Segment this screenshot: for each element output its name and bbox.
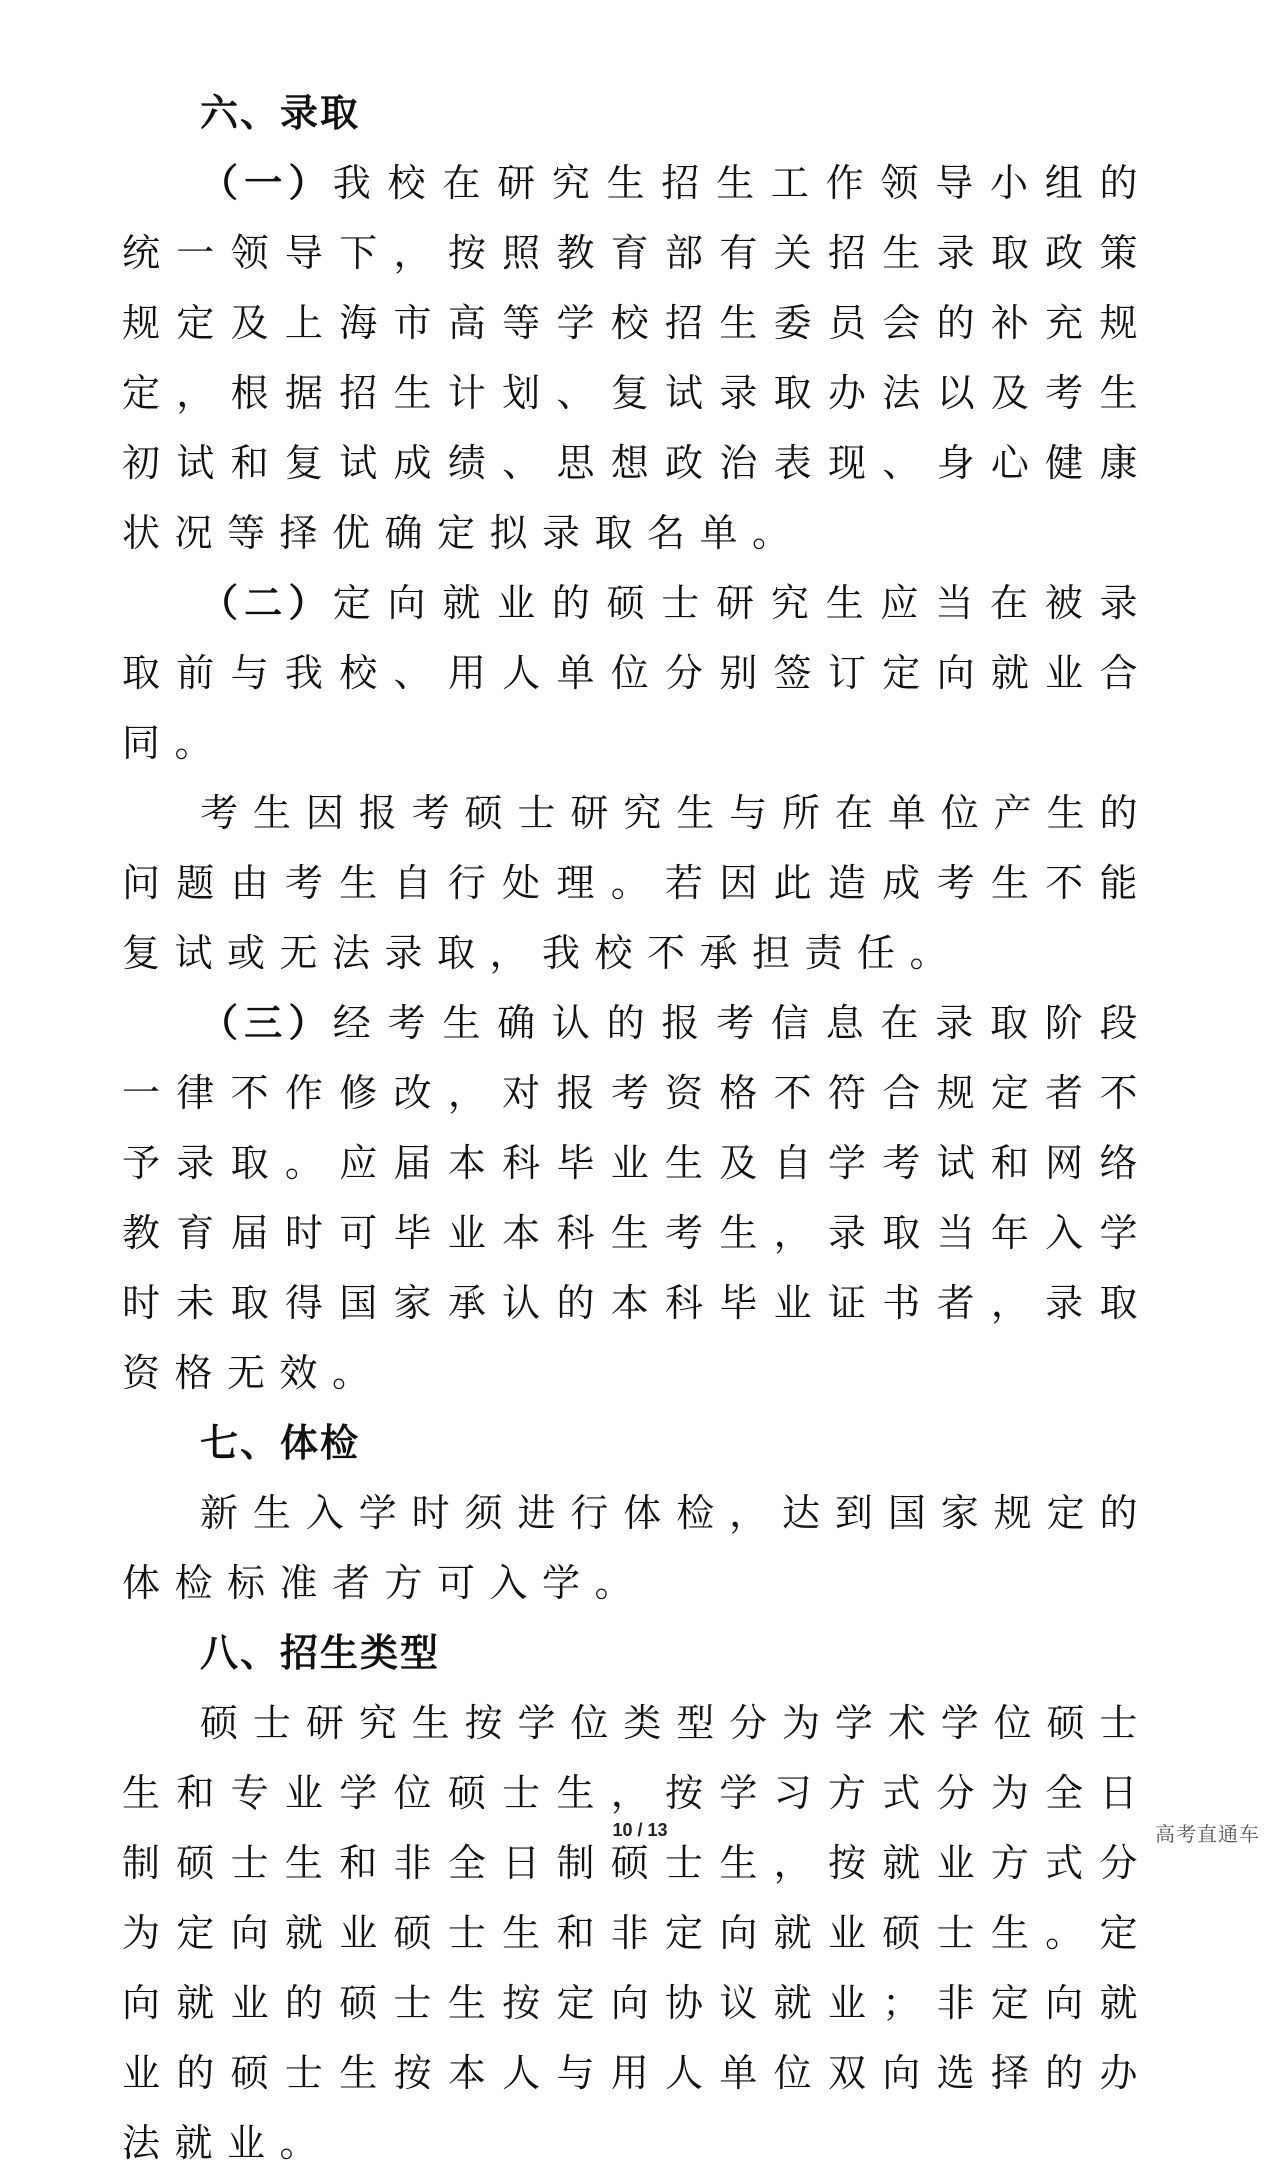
- item-number-1: （一）: [200, 161, 333, 205]
- paragraph-admission-3: 考生因报考硕士研究生与所在单位产生的问题由考生自行处理。若因此造成考生不能复试或无法录取，我校不承担责任。: [122, 791, 1152, 975]
- document-page: [122, 78, 1162, 2178]
- page-number: 10 / 13: [612, 1820, 668, 1840]
- section-heading-admission: 六、录取: [200, 91, 361, 135]
- paragraph-physical-exam: 新生入学时须进行体检，达到国家规定的体检标准者方可入学。: [122, 1491, 1152, 1605]
- paragraph-text: 经考生确认的报考信息在录取阶段一律不作修改，对报考资格不符合规定者不予录取。应届本科毕业生及自学考试和网络教育届时可毕业本科生考生，录取当年入学时未取得国家承认的本科毕业证书者，录取资格无效。: [122, 1001, 1152, 1395]
- watermark-text: 高考直通车: [1155, 1822, 1260, 1846]
- paragraph-admission-2: [122, 568, 1152, 778]
- item-number-3: （三）: [200, 1001, 333, 1045]
- paragraph-admission-4: [122, 988, 1152, 1408]
- section-heading-physical-exam: 七、体检: [200, 1421, 361, 1465]
- section-heading-enrollment-types: 八、招生类型: [200, 1631, 441, 1675]
- item-number-2: （二）: [200, 581, 333, 625]
- paragraph-enrollment-types: 硕士研究生按学位类型分为学术学位硕士生和专业学位硕士生，按学习方式分为全日制硕士生和非全日制硕士生，按就业方式分为定向就业硕士生和非定向就业硕士生。定向就业的硕士生按定向协议就业；非定向就业的硕士生按本人与用人单位双向选择的办法就业。: [122, 1701, 1152, 2165]
- paragraph-admission-1: [122, 148, 1152, 568]
- paragraph-text: 我校在研究生招生工作领导小组的统一领导下，按照教育部有关招生录取政策规定及上海市高等学校招生委员会的补充规定，根据招生计划、复试录取办法以及考生初试和复试成绩、思想政治表现、身心健康状况等择优确定拟录取名单。: [122, 161, 1152, 555]
- paragraph-text: 定向就业的硕士研究生应当在被录取前与我校、用人单位分别签订定向就业合同。: [122, 581, 1152, 765]
